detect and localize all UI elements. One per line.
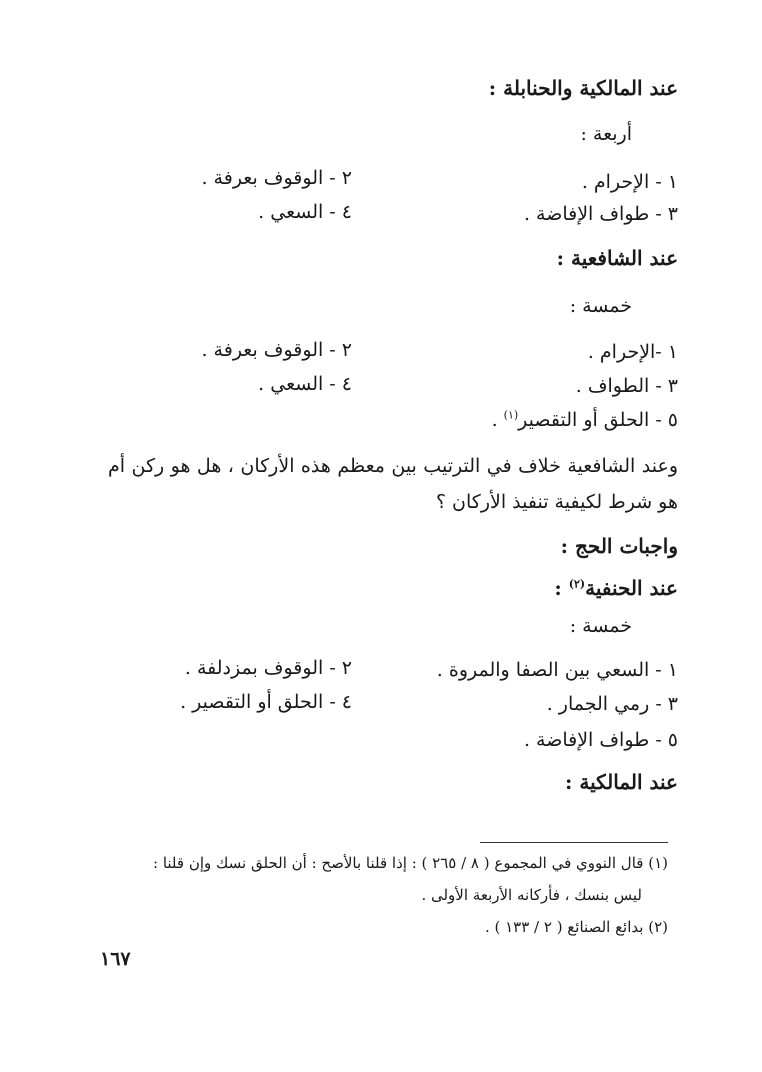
pillar-count: أربعة : xyxy=(580,123,632,145)
list-item: ١ - السعي بين الصفا والمروة . xyxy=(436,659,678,681)
footnote-ref: (١) xyxy=(503,408,519,422)
footnote-divider xyxy=(480,842,668,843)
section-heading-hanafi xyxy=(554,574,678,602)
list-item: ٤ - السعي . xyxy=(258,201,352,223)
list-item: ١ -الإحرام . xyxy=(587,341,678,363)
section-heading-maliki: عند المالكية : xyxy=(565,770,678,794)
footnote-1: (١) قال النووي في المجموع ( ٨ / ٢٦٥ ) : إذا قلنا بالأصح : أن الحلق نسك وإن قلنا : xyxy=(153,854,668,872)
list-item: ٢ - الوقوف بعرفة . xyxy=(201,339,352,361)
page-number: ١٦٧ xyxy=(100,948,131,970)
section-heading-shafii: عند الشافعية : xyxy=(556,246,678,270)
punctuation: : xyxy=(554,576,569,600)
section-heading-wajibat: واجبات الحج : xyxy=(560,534,678,558)
pillar-count: خمسة : xyxy=(569,295,632,317)
list-item: ٣ - الطواف . xyxy=(575,375,678,397)
list-item-text: ٥ - الحلق أو التقصير xyxy=(518,409,678,431)
heading-text: عند الحنفية xyxy=(585,576,678,600)
list-item: ٣ - رمي الجمار . xyxy=(546,693,678,715)
list-item: ٢ - الوقوف بعرفة . xyxy=(201,167,352,189)
list-item xyxy=(492,406,678,434)
footnote-2: (٢) بدائع الصنائع ( ٢ / ١٣٣ ) . xyxy=(484,918,668,936)
list-item: ٣ - طواف الإفاضة . xyxy=(523,203,678,225)
list-item: ١ - الإحرام . xyxy=(581,171,678,193)
list-item: ٤ - الحلق أو التقصير . xyxy=(180,691,352,713)
wajib-count: خمسة : xyxy=(569,615,632,637)
list-item: ٢ - الوقوف بمزدلفة . xyxy=(184,657,352,679)
paragraph: وعند الشافعية خلاف في الترتيب بين معظم هذه الأركان ، هل هو ركن أم هو شرط لكيفية تنفيذ الأركان ؟ xyxy=(108,455,678,513)
section-heading-maliki-hanbali: عند المالكية والحنابلة : xyxy=(488,76,678,100)
footnote-ref: (٢) xyxy=(568,577,586,591)
punctuation: . xyxy=(491,409,504,431)
list-item: ٤ - السعي . xyxy=(258,373,352,395)
footnote-1-continued: ليس بنسك ، فأركانه الأربعة الأولى . xyxy=(421,886,642,904)
list-item: ٥ - طواف الإفاضة . xyxy=(523,729,678,751)
